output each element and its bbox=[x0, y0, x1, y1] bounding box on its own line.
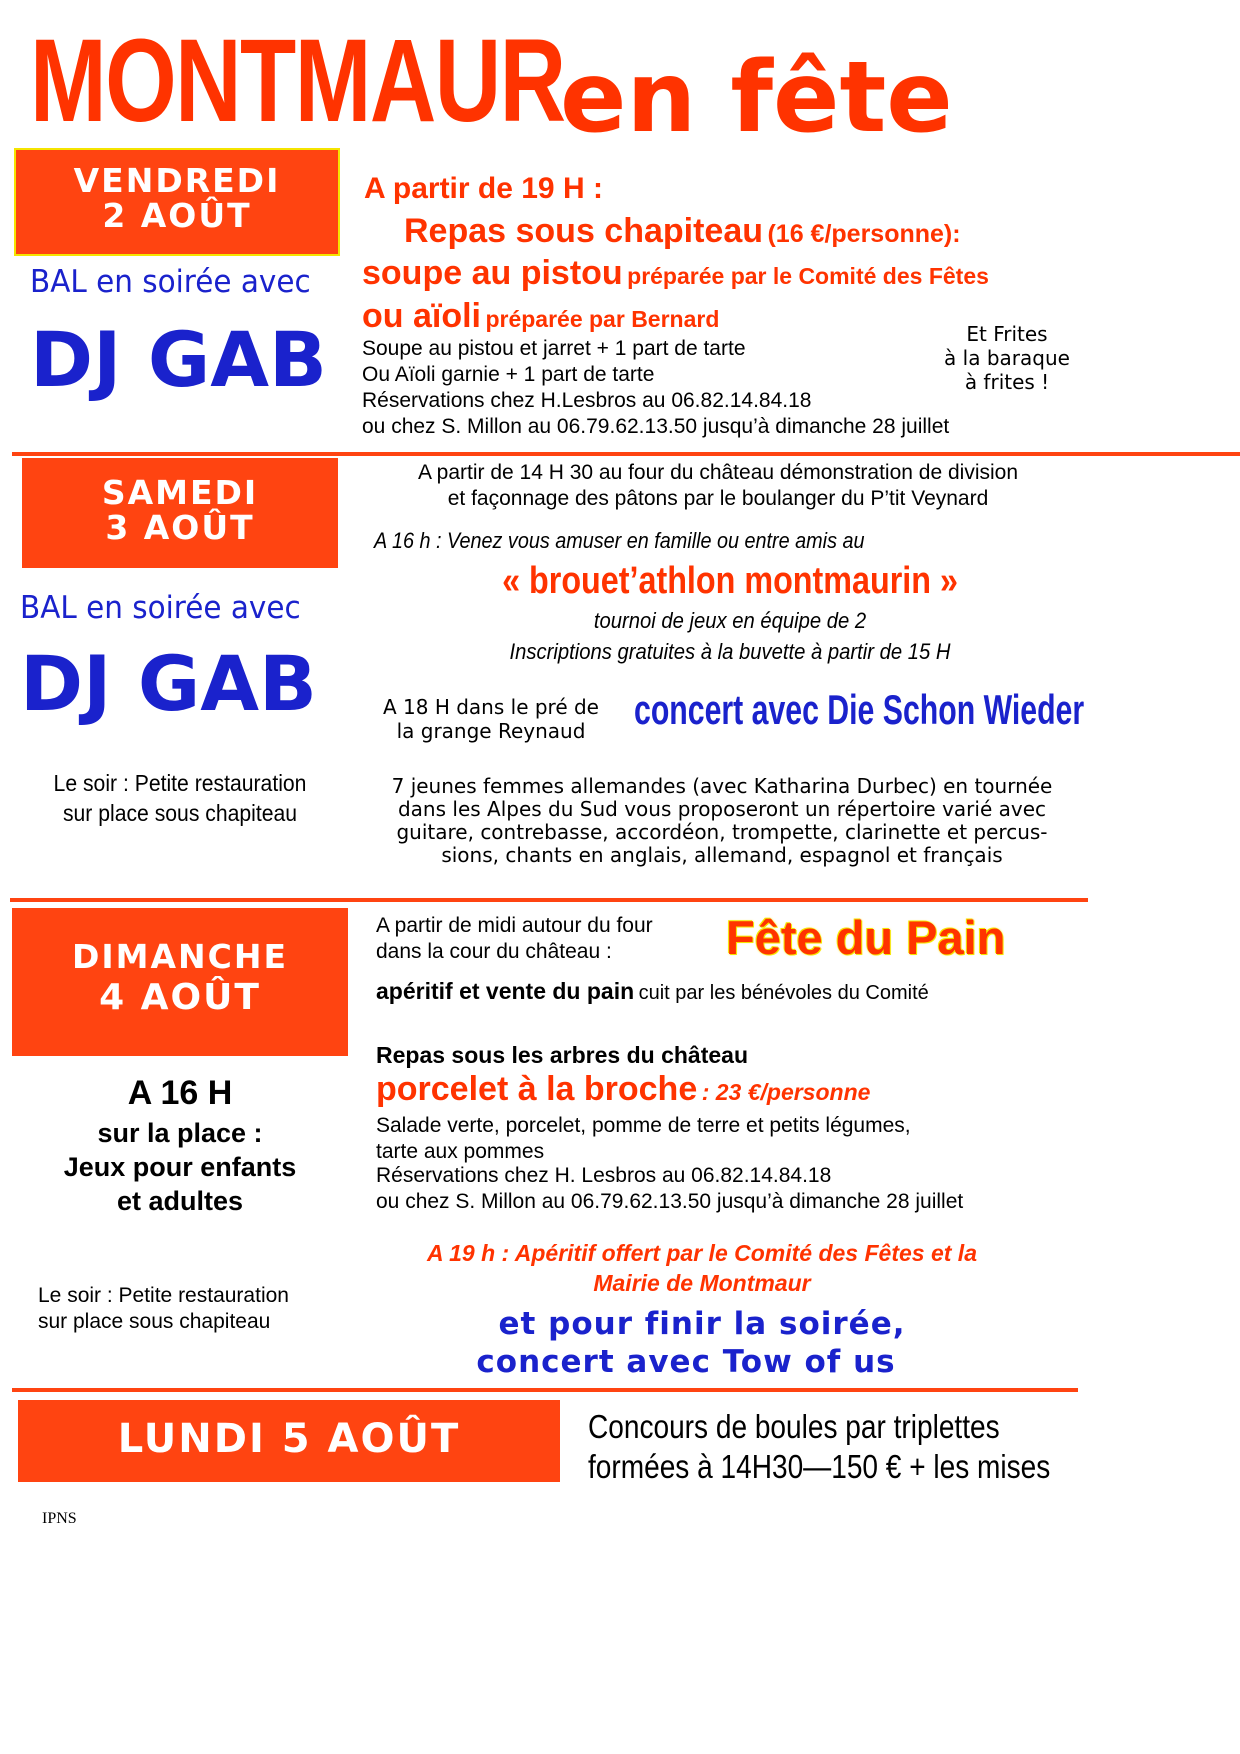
sunday-aperitif-line bbox=[376, 978, 929, 1005]
sunday-aperitif: apéritif et vente du pain bbox=[376, 978, 635, 1004]
friday-frites-2: à la baraque bbox=[944, 346, 1070, 370]
sunday-reserv-2: ou chez S. Millon au 06.79.62.13.50 jusqu’à dimanche 28 juillet bbox=[376, 1190, 964, 1213]
sunday-jeux-2: et adultes bbox=[116, 1186, 244, 1216]
friday-detail1: Soupe au pistou et jarret + 1 part de tarte bbox=[362, 337, 746, 360]
footer-ipns: IPNS bbox=[42, 1510, 77, 1527]
sunday-date-text: 4 AOÛT bbox=[99, 976, 261, 1018]
sunday-fin-1: et pour finir la soirée, bbox=[498, 1306, 906, 1342]
saturday-desc-4: sions, chants en anglais, allemand, espagnol et français bbox=[441, 843, 1003, 867]
saturday-tournoi-2: Inscriptions gratuites à la buvette à partir de 15 H bbox=[509, 639, 951, 664]
friday-line2 bbox=[404, 212, 961, 251]
friday-line4 bbox=[362, 297, 719, 336]
friday-detail2: Ou Aïoli garnie + 1 part de tarte bbox=[362, 363, 655, 386]
sunday-aperitif-19h-2: Mairie de Montmaur bbox=[593, 1270, 811, 1296]
saturday-desc-2: dans les Alpes du Sud vous proposeront un répertoire varié avec bbox=[397, 797, 1047, 821]
friday-detail3: Réservations chez H.Lesbros au 06.82.14.84.18 bbox=[362, 389, 812, 412]
saturday-tournoi-1: tournoi de jeux en équipe de 2 bbox=[593, 608, 867, 633]
friday-repas: Repas sous chapiteau bbox=[404, 212, 764, 250]
saturday-p2: A 16 h : Venez vous amuser en famille ou entre amis au bbox=[374, 528, 865, 553]
sunday-benevoles: cuit par les bénévoles du Comité bbox=[638, 982, 929, 1004]
saturday-soir-1: Le soir : Petite restauration bbox=[53, 770, 307, 796]
friday-dj-name: DJ GAB bbox=[30, 315, 327, 404]
sunday-midi-2: dans la cour du château : bbox=[376, 940, 612, 963]
sunday-menu-1: Salade verte, porcelet, pomme de terre et petits légumes, bbox=[376, 1114, 911, 1137]
sunday-soir-2: sur place sous chapiteau bbox=[38, 1310, 271, 1333]
sunday-midi-1: A partir de midi autour du four bbox=[376, 914, 653, 937]
sunday-day: DIMANCHE bbox=[71, 937, 289, 976]
friday-day: VENDREDI bbox=[73, 161, 281, 200]
saturday-date: 3 AOÛT bbox=[105, 507, 255, 547]
monday-banner bbox=[18, 1400, 560, 1482]
friday-frites-3: à frites ! bbox=[964, 370, 1050, 394]
friday-aioli: ou aïoli bbox=[362, 297, 481, 335]
monday-boules-1: Concours de boules par triplettes bbox=[588, 1408, 1000, 1445]
sunday-aperitif-19h-1: A 19 h : Apéritif offert par le Comité des Fêtes et la bbox=[426, 1240, 977, 1266]
saturday-desc-1: 7 jeunes femmes allemandes (avec Katharina Durbec) en tournée bbox=[391, 774, 1053, 798]
friday-banner bbox=[16, 150, 338, 254]
saturday-concert-place-1: A 18 H dans le pré de bbox=[382, 695, 599, 719]
saturday-day: SAMEDI bbox=[101, 473, 259, 512]
monday-boules-2: formées à 14H30—150 € + les mises bbox=[588, 1448, 1051, 1485]
monday-day: LUNDI 5 AOÛT bbox=[117, 1416, 461, 1462]
sunday-banner bbox=[12, 908, 348, 1056]
sunday-jeux-1: Jeux pour enfants bbox=[63, 1152, 297, 1182]
divider-3 bbox=[12, 1388, 1078, 1392]
sunday-porcelet: porcelet à la broche bbox=[376, 1070, 698, 1108]
friday-line3 bbox=[362, 254, 989, 293]
friday-date: 2 AOÛT bbox=[102, 195, 252, 235]
saturday-concert-place-2: la grange Reynaud bbox=[396, 719, 586, 743]
divider-2 bbox=[10, 898, 1088, 902]
friday-price: (16 €/personne): bbox=[767, 220, 961, 248]
sunday-porcelet-line bbox=[376, 1070, 870, 1109]
page-title-en-fete: en fête bbox=[560, 41, 953, 155]
page-title-montmaur: MONTMAUR bbox=[30, 15, 565, 147]
friday-line1: A partir de 19 H : bbox=[364, 172, 603, 205]
saturday-desc-3: guitare, contrebasse, accordéon, trompette, clarinette et percus- bbox=[396, 820, 1048, 844]
sunday-reserv-1: Réservations chez H. Lesbros au 06.82.14.84.18 bbox=[376, 1164, 832, 1187]
friday-bernard: préparée par Bernard bbox=[485, 306, 720, 332]
sunday-date bbox=[12, 976, 348, 1018]
saturday-dj-name: DJ GAB bbox=[20, 639, 317, 728]
sunday-porcelet-price: : 23 €/personne bbox=[701, 1079, 871, 1105]
sunday-menu-2: tarte aux pommes bbox=[376, 1140, 545, 1163]
divider-1 bbox=[12, 452, 1240, 456]
sunday-fete-du-pain: Fête du Pain bbox=[726, 911, 1006, 964]
sunday-repas: Repas sous les arbres du château bbox=[376, 1042, 748, 1068]
saturday-banner bbox=[22, 458, 338, 568]
sunday-soir-1: Le soir : Petite restauration bbox=[38, 1284, 289, 1307]
saturday-brouet: « brouet’athlon montmaurin » bbox=[502, 560, 958, 602]
saturday-soir-2: sur place sous chapiteau bbox=[62, 800, 298, 826]
friday-bal-text: BAL en soirée avec bbox=[30, 264, 311, 300]
saturday-bal-text: BAL en soirée avec bbox=[20, 590, 301, 626]
friday-detail4: ou chez S. Millon au 06.79.62.13.50 jusqu’à dimanche 28 juillet bbox=[362, 415, 950, 438]
saturday-concert: concert avec Die Schon Wieder bbox=[634, 686, 1085, 733]
saturday-p1b: et façonnage des pâtons par le boulanger du P’tit Veynard bbox=[447, 487, 989, 510]
friday-comite: préparée par le Comité des Fêtes bbox=[627, 263, 989, 289]
sunday-fin-2: concert avec Tow of us bbox=[476, 1344, 896, 1380]
friday-frites-1: Et Frites bbox=[966, 322, 1048, 346]
friday-soupe: soupe au pistou bbox=[362, 254, 623, 292]
sunday-place: sur la place : bbox=[97, 1118, 263, 1148]
saturday-p1a: A partir de 14 H 30 au four du château démonstration de division bbox=[417, 461, 1019, 484]
sunday-a16: A 16 H bbox=[127, 1074, 233, 1112]
